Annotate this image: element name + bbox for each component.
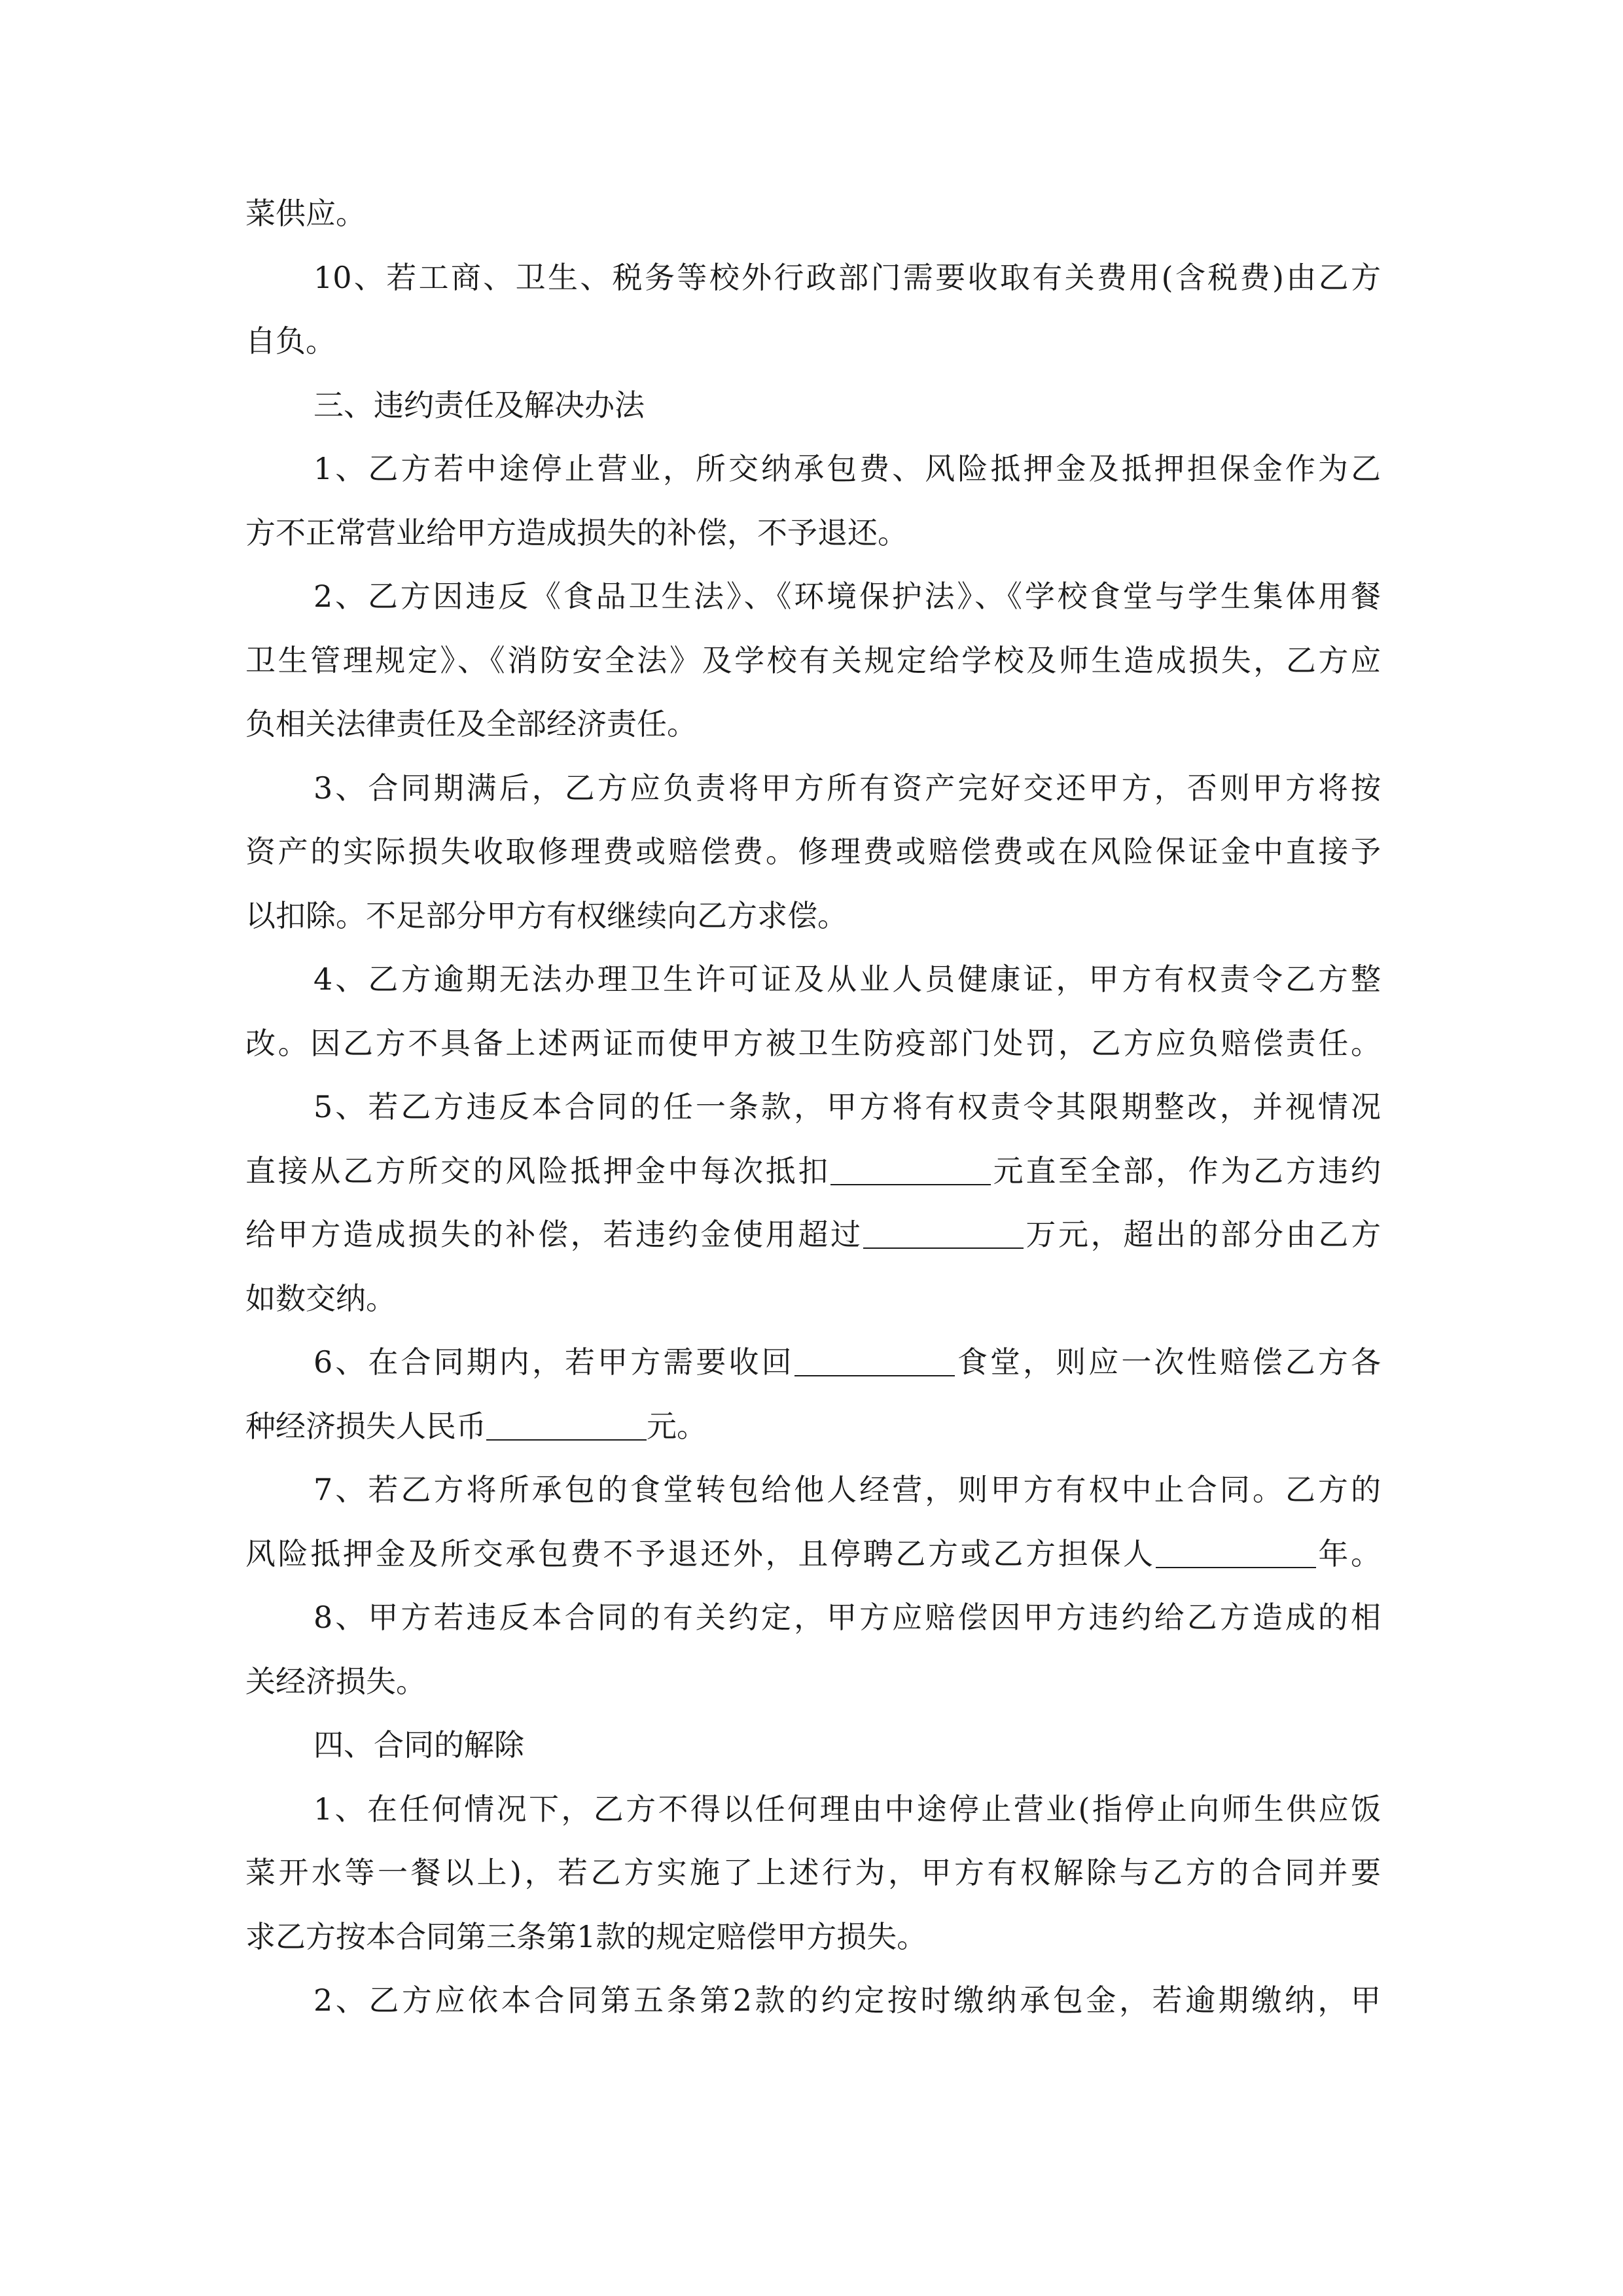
text-segment: 年。 — [1315, 1535, 1382, 1571]
text-line — [245, 1522, 1381, 1587]
text-line: 负相关法律责任及全部经济责任。 — [245, 706, 697, 742]
text-line: 菜供应。 — [245, 196, 366, 231]
document-page — [245, 182, 1381, 2033]
fill-in-blank[interactable] — [486, 1409, 647, 1441]
text-line — [245, 1139, 1381, 1204]
text-line: 8、甲方若违反本合同的有关约定，甲方应赔偿因甲方违约给乙方造成的相 — [313, 1600, 1381, 1635]
text-line: 如数交纳。 — [245, 1280, 396, 1316]
text-line — [245, 1331, 1381, 1395]
text-line: 1、在任何情况下，乙方不得以任何理由中途停止营业(指停止向师生供应饭 — [313, 1791, 1381, 1827]
text-line: 改。因乙方不具备上述两证而使甲方被卫生防疫部门处罚，乙方应负赔偿责任。 — [245, 1025, 1381, 1061]
text-line: 2、乙方应依本合同第五条第2款的约定按时缴纳承包金，若逾期缴纳，甲 — [313, 1982, 1381, 2018]
text-line: 关经济损失。 — [245, 1663, 426, 1699]
text-line — [245, 1395, 1381, 1459]
text-segment: 食堂，则应一次性赔偿乙方各 — [954, 1344, 1381, 1380]
text-segment: 元。 — [647, 1408, 707, 1444]
text-segment: 给甲方造成损失的补偿，若违约金使用超过 — [245, 1217, 863, 1252]
text-segment: 万元，超出的部分由乙方 — [1023, 1217, 1382, 1252]
fill-in-blank[interactable] — [863, 1217, 1024, 1249]
text-line: 求乙方按本合同第三条第1款的规定赔偿甲方损失。 — [245, 1918, 927, 1954]
text-line: 7、若乙方将所承包的食堂转包给他人经营，则甲方有权中止合同。乙方的 — [313, 1472, 1381, 1507]
section-heading: 三、违约责任及解决办法 — [313, 387, 645, 423]
fill-in-blank[interactable] — [1156, 1537, 1316, 1568]
text-segment: 直接从乙方所交的风险抵押金中每次抵扣 — [245, 1153, 830, 1189]
text-line: 10、若工商、卫生、税务等校外行政部门需要收取有关费用(含税费)由乙方 — [313, 259, 1381, 295]
text-line: 1、乙方若中途停止营业，所交纳承包费、风险抵押金及抵押担保金作为乙 — [313, 451, 1381, 486]
text-line: 卫生管理规定》、《消防安全法》及学校有关规定给学校及师生造成损失，乙方应 — [245, 642, 1381, 678]
section-heading: 四、合同的解除 — [313, 1727, 524, 1763]
fill-in-blank[interactable] — [830, 1154, 991, 1185]
text-line: 4、乙方逾期无法办理卫生许可证及从业人员健康证，甲方有权责令乙方整 — [313, 961, 1381, 997]
text-segment: 元直至全部，作为乙方违约 — [991, 1153, 1382, 1189]
text-line: 以扣除。不足部分甲方有权继续向乙方求偿。 — [245, 897, 847, 933]
text-line: 3、合同期满后，乙方应负责将甲方所有资产完好交还甲方，否则甲方将按 — [313, 770, 1381, 806]
text-line: 资产的实际损失收取修理费或赔偿费。修理费或赔偿费或在风险保证金中直接予 — [245, 834, 1381, 869]
text-line: 自负。 — [245, 323, 336, 359]
text-line: 方不正常营业给甲方造成损失的补偿，不予退还。 — [245, 514, 908, 550]
text-line: 2、乙方因违反《食品卫生法》、《环境保护法》、《学校食堂与学生集体用餐 — [313, 579, 1381, 614]
text-segment: 风险抵押金及所交承包费不予退还外，且停聘乙方或乙方担保人 — [245, 1535, 1156, 1571]
text-line: 5、若乙方违反本合同的任一条款，甲方将有权责令其限期整改，并视情况 — [313, 1089, 1381, 1124]
fill-in-blank[interactable] — [794, 1345, 955, 1376]
text-line: 菜开水等一餐以上)，若乙方实施了上述行为，甲方有权解除与乙方的合同并要 — [245, 1855, 1381, 1890]
text-segment: 6、在合同期内，若甲方需要收回 — [313, 1344, 794, 1380]
text-line — [245, 1203, 1381, 1267]
text-segment: 种经济损失人民币 — [245, 1408, 486, 1444]
